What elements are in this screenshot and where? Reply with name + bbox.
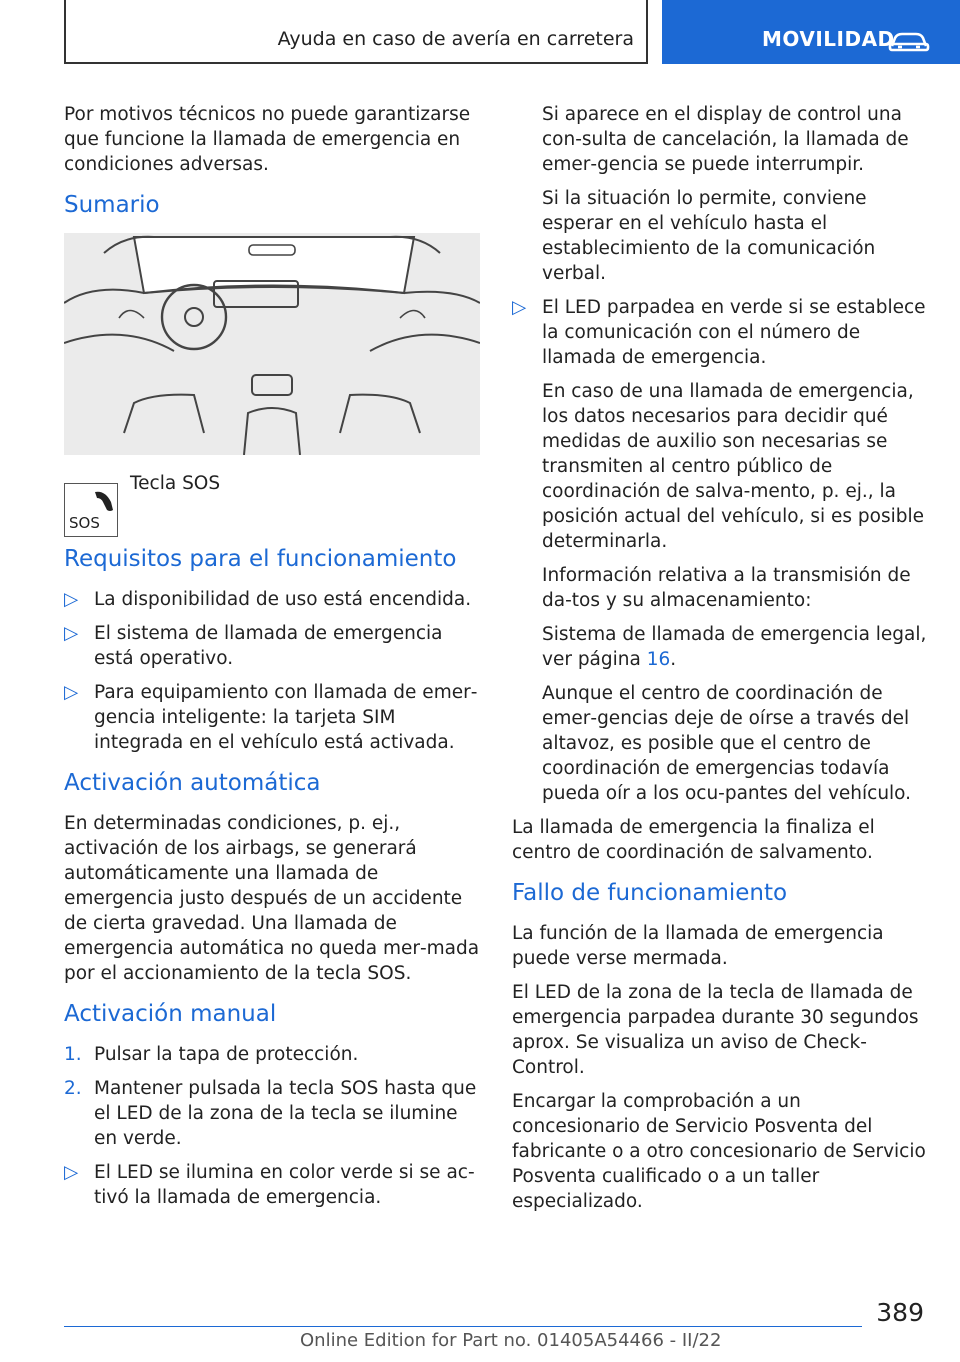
auto-activation-paragraph: En determinadas condiciones, p. ej., activación de los airbags, se generará automáticamente una llamada de emergencia justo después de un accidente de cierta gravedad. Una llamada de emergencia automática no queda mer‐mada por el accionamiento de la tecla SOS. <box>64 813 480 984</box>
chapter-title: MOVILIDAD <box>762 27 895 51</box>
list-marker: ▷ <box>64 589 79 610</box>
page-reference-paragraph: Sistema de llamada de emergencia legal, ver página 16. <box>542 624 927 670</box>
list-item: ▷ El sistema de llamada de emergencia está operativo. <box>64 623 443 669</box>
heading-sumario: Sumario <box>64 192 160 218</box>
right-column <box>512 102 928 1223</box>
list-marker: ▷ <box>64 682 79 703</box>
page-link[interactable]: 16 <box>646 649 671 670</box>
step-item: 1. Pulsar la tapa de protección. <box>64 1044 359 1065</box>
edition-note: Online Edition for Part no. 01405A54466 - II/22 <box>300 1330 722 1351</box>
list-item: ▷ El LED se ilumina en color verde si se ac‐tivó la llamada de emergencia. <box>64 1162 475 1208</box>
cockpit-illustration <box>64 233 480 455</box>
list-item: ▷ El LED parpadea en verde si se establece la comunicación con el número de llamada de emergencia. <box>512 297 926 368</box>
left-column <box>64 102 480 1219</box>
paragraph: Aunque el centro de coordinación de emer‐gencias deje de oírse a través del altavoz, es posible que el centro de coordinación de emergencias todavía pueda oír a los ocu‐pantes del vehículo. <box>542 683 912 804</box>
intro-paragraph: Por motivos técnicos no puede garantizarse que funcione la llamada de emergencia en condiciones adversas. <box>64 104 471 175</box>
phone-icon <box>65 484 117 536</box>
paragraph: La llamada de emergencia la finaliza el centro de coordinación de salvamento. <box>512 817 875 863</box>
sos-key-icon <box>64 483 118 537</box>
heading-fallo: Fallo de funcionamiento <box>512 880 788 906</box>
list-marker: ▷ <box>64 1162 79 1183</box>
paragraph: La función de la llamada de emergencia puede verse mermada. <box>512 923 884 969</box>
sos-icon-text: SOS <box>69 514 100 532</box>
step-number: 1. <box>64 1044 82 1065</box>
footer-divider <box>64 1326 862 1327</box>
paragraph: Si aparece en el display de control una con‐sulta de cancelación, la llamada de emer‐gencia se puede interrumpir. <box>542 104 909 175</box>
sos-key-label: Tecla SOS <box>130 473 221 494</box>
list-marker: ▷ <box>512 297 527 318</box>
header-section-box <box>64 0 648 64</box>
header-chapter-tab[interactable] <box>662 0 960 64</box>
step-item: 2. Mantener pulsada la tecla SOS hasta que el LED de la zona de la tecla se ilumine en verde. <box>64 1078 477 1149</box>
list-item: ▷ La disponibilidad de uso está encendida. <box>64 589 472 610</box>
paragraph: Encargar la comprobación a un concesionario de Servicio Posventa del fabricante o a otro concesionario de Servicio Posventa cualificado o a un taller especializado. <box>512 1091 926 1212</box>
sos-key-legend <box>64 471 480 531</box>
heading-activacion-automatica: Activación automática <box>64 770 321 796</box>
heading-requisitos: Requisitos para el funcionamiento <box>64 546 457 572</box>
paragraph: El LED de la zona de la tecla de llamada de emergencia parpadea durante 30 segundos aprox. Se visualiza un aviso de Check-Control. <box>512 982 919 1078</box>
car-icon <box>888 30 930 54</box>
heading-activacion-manual: Activación manual <box>64 1001 277 1027</box>
cockpit-drawing <box>64 233 480 455</box>
paragraph: Información relativa a la transmisión de da‐tos y su almacenamiento: <box>542 565 911 611</box>
list-marker: ▷ <box>64 623 79 644</box>
paragraph: Si la situación lo permite, conviene esperar en el vehículo hasta el establecimiento de la comunicación verbal. <box>542 188 876 284</box>
list-item: ▷ Para equipamiento con llamada de emer‐gencia inteligente: la tarjeta SIM integrada en el vehículo está activada. <box>64 682 478 753</box>
paragraph: En caso de una llamada de emergencia, los datos necesarios para decidir qué medidas de auxilio son necesarias se transmiten al centro público de coordinación de salva‐mento, p. ej., la posición actual del vehículo, si es posible determinarla. <box>542 381 925 552</box>
step-number: 2. <box>64 1078 82 1099</box>
section-title: Ayuda en caso de avería en carretera <box>277 28 634 50</box>
page-number: 389 <box>876 1298 924 1327</box>
